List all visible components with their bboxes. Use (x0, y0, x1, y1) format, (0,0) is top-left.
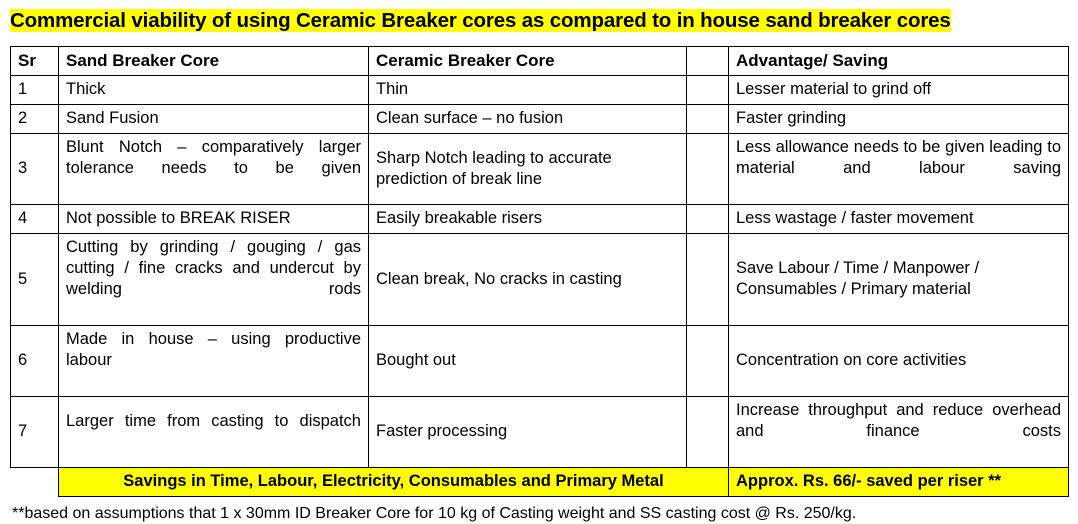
cell-spacer (687, 234, 729, 326)
table-header-row (11, 47, 1069, 76)
title-container (0, 0, 1078, 36)
table-footer-row (11, 468, 1069, 497)
cell-sand: Blunt Notch – comparatively larger tolerance needs to be given (59, 134, 369, 205)
cell-ceramic: Faster processing (369, 397, 687, 468)
cell-spacer (687, 134, 729, 205)
cell-sand: Larger time from casting to dispatch (59, 397, 369, 468)
cell-ceramic: Bought out (369, 326, 687, 397)
cell-ceramic: Clean surface – no fusion (369, 105, 687, 134)
cell-advantage: Faster grinding (729, 105, 1069, 134)
cell-ceramic: Thin (369, 76, 687, 105)
page-title: Commercial viability of using Ceramic Breaker cores as compared to in house sand breaker cores (10, 9, 951, 32)
cell-sr: 4 (11, 205, 59, 234)
footer-spacer-left (11, 468, 59, 497)
table-row (11, 76, 1069, 105)
cell-advantage: Increase throughput and reduce overhead and finance costs (729, 397, 1069, 468)
cell-sr: 5 (11, 234, 59, 326)
column-header-ceramic-breaker-core: Ceramic Breaker Core (369, 47, 687, 76)
table-row (11, 205, 1069, 234)
cell-spacer (687, 326, 729, 397)
table-row (11, 397, 1069, 468)
cell-spacer (687, 205, 729, 234)
cell-sr: 2 (11, 105, 59, 134)
table-row (11, 234, 1069, 326)
cell-sr: 7 (11, 397, 59, 468)
cell-sr: 6 (11, 326, 59, 397)
cell-ceramic: Sharp Notch leading to accurate prediction of break line (369, 134, 687, 205)
cell-sr: 3 (11, 134, 59, 205)
cell-advantage: Save Labour / Time / Manpower / Consumables / Primary material (729, 234, 1069, 326)
cell-sand: Cutting by grinding / gouging / gas cutting / fine cracks and undercut by welding rods (59, 234, 369, 326)
cell-advantage: Less wastage / faster movement (729, 205, 1069, 234)
cell-sand: Not possible to BREAK RISER (59, 205, 369, 234)
cell-spacer (687, 105, 729, 134)
footer-savings-summary: Savings in Time, Labour, Electricity, Consumables and Primary Metal (59, 468, 729, 497)
cell-ceramic: Clean break, No cracks in casting (369, 234, 687, 326)
table-row (11, 326, 1069, 397)
table-row (11, 134, 1069, 205)
cell-advantage: Less allowance needs to be given leading to material and labour saving (729, 134, 1069, 205)
cell-sand: Made in house – using productive labour (59, 326, 369, 397)
column-header-sr: Sr (11, 47, 59, 76)
cell-spacer (687, 76, 729, 105)
cell-sr: 1 (11, 76, 59, 105)
cell-advantage: Concentration on core activities (729, 326, 1069, 397)
cell-spacer (687, 397, 729, 468)
cell-advantage: Lesser material to grind off (729, 76, 1069, 105)
column-header-sand-breaker-core: Sand Breaker Core (59, 47, 369, 76)
cell-ceramic: Easily breakable risers (369, 205, 687, 234)
cell-sand: Sand Fusion (59, 105, 369, 134)
column-header-advantage-saving: Advantage/ Saving (729, 47, 1069, 76)
comparison-table (10, 46, 1069, 497)
cell-sand: Thick (59, 76, 369, 105)
table-row (11, 105, 1069, 134)
column-header-spacer (687, 47, 729, 76)
footer-approx-saving: Approx. Rs. 66/- saved per riser ** (729, 468, 1069, 497)
footnote: **based on assumptions that 1 x 30mm ID Breaker Core for 10 kg of Casting weight and SS casting cost @ Rs. 250/kg. (12, 505, 857, 522)
